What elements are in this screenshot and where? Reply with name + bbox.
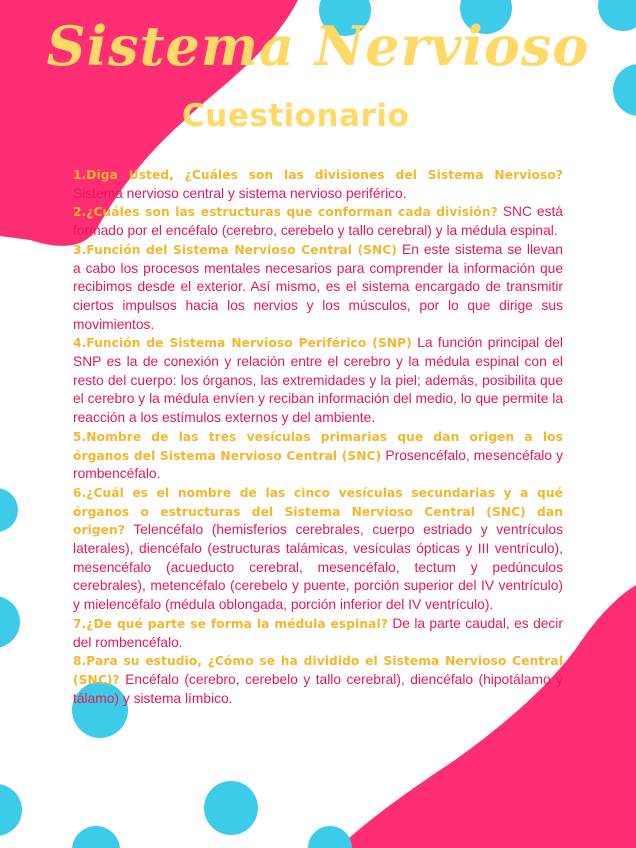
- question-8: 8.Para su estudio, ¿Cómo se ha dividido el Sistema Nervioso Central (SNC)?: [73, 654, 563, 687]
- questionnaire: [73, 166, 563, 708]
- answer-7: De la parte caudal, es decir del rombencéfalo.: [73, 615, 563, 650]
- question-5: 5.Nombre de las tres vesículas primarias que dan origen a los órganos del Sistema Nervioso Central (SNC): [73, 429, 563, 463]
- dot: [0, 488, 18, 532]
- question-6: 6.¿Cuál es el nombre de las cinco vesículas secundarias y a qué órganos o estructuras del Sistema Nervioso Central (SNC) dan origen?: [73, 485, 563, 538]
- answer-2: SNC está formado por el encéfalo (cerebro, cerebelo y tallo cerebral) y la médula espinal.: [73, 204, 563, 239]
- qa-item-5: [73, 428, 563, 484]
- answer-8: Encéfalo (cerebro, cerebelo y tallo cerebral), diencéfalo (hipotálamo y tálamo) y sistema límbico.: [73, 671, 563, 706]
- dot: [0, 784, 22, 836]
- answer-6: Telencéfalo (hemisferios cerebrales, cuerpo estriado y ventrículos laterales), diencéfalo (estructuras talámicas, vesículas ópticas y III ventrículo), mesencéfalo (acueducto cerebral, mesencéfalo, tectum y pedúnculos cerebrales), metencéfalo (cerebelo y puente, porción superior del IV ventrículo) y mielencéfalo (médula oblongada, porción inferior del IV ventrículo).: [73, 522, 563, 613]
- question-1: 1.Diga Usted, ¿Cuáles son las divisiones del Sistema Nervioso?: [73, 168, 563, 182]
- dot: [308, 826, 352, 848]
- dot: [0, 596, 20, 648]
- answer-3: En este sistema se llevan a cabo los procesos mentales necesarios para comprender la información que recibimos desde el exterior. Así mismo, es el sistema encargado de transmitir ciertos impulsos hacia los nervios y los músculos, por lo que dirige sus movimientos.: [73, 241, 563, 332]
- page-title: Sistema Nervioso: [46, 14, 590, 78]
- qa-item-3: [73, 241, 563, 335]
- qa-item-2: [73, 203, 563, 240]
- answer-5: Prosencéfalo, mesencéfalo y rombencéfalo.: [73, 447, 563, 482]
- qa-item-6: [73, 484, 563, 615]
- page-subtitle: Cuestionario: [182, 98, 410, 134]
- question-7: 7.¿De qué parte se forma la médula espinal?: [73, 616, 388, 631]
- qa-item-7: [73, 615, 563, 652]
- dot: [72, 826, 120, 848]
- question-2: 2.¿Cuáles son las estructuras que conforman cada división?: [73, 205, 498, 220]
- qa-item-4: [73, 334, 563, 428]
- qa-item-1: [73, 166, 563, 203]
- answer-1: Sistema nervioso central y sistema nervioso periférico.: [73, 185, 407, 201]
- question-3: 3.Función del Sistema Nervioso Central (SNC): [73, 242, 398, 257]
- answer-4: La función principal del SNP es la de conexión y relación entre el cerebro y la médula espinal con el resto del cuerpo: los órganos, las extremidades y la piel; además, posibilita que el cerebro y la médula envíen y reciban información del medio, lo que permite la reacción a los estímulos externos y del ambiente.: [73, 335, 563, 426]
- question-4: 4.Función de Sistema Nervioso Periférico (SNP): [73, 336, 412, 351]
- qa-item-8: [73, 652, 563, 708]
- dot: [204, 781, 258, 835]
